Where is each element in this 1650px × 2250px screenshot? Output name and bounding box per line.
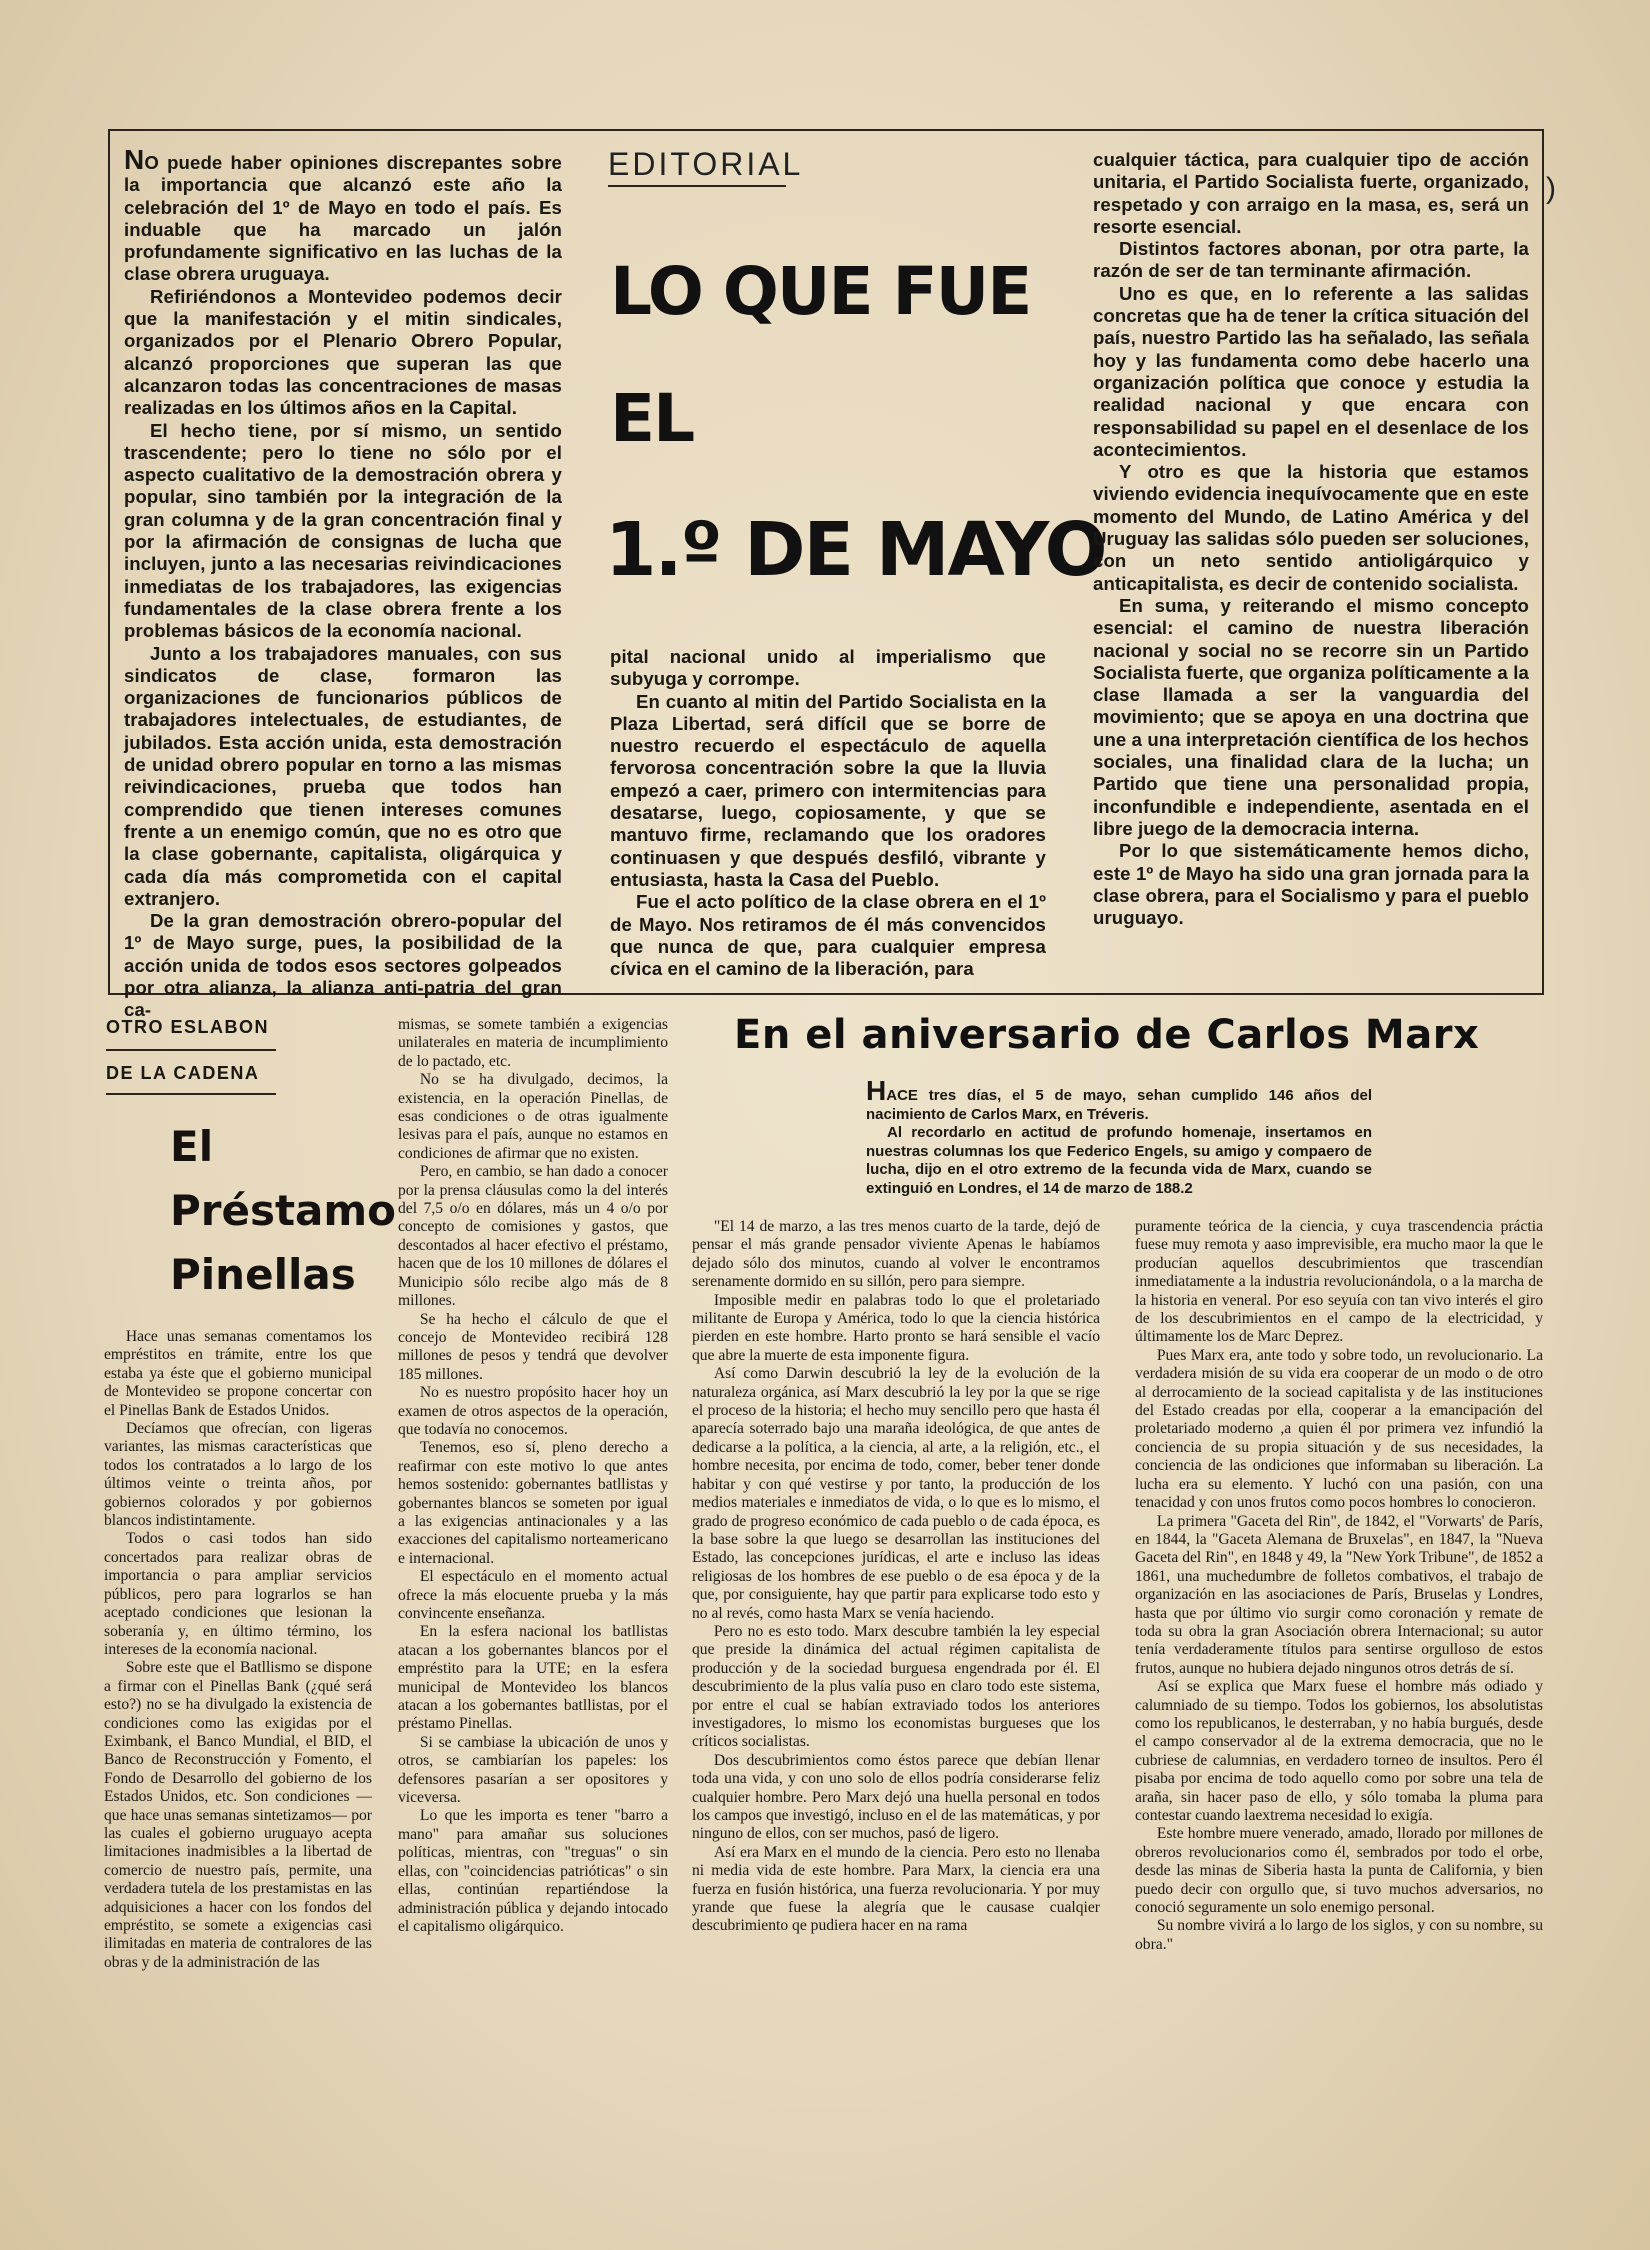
editorial-frame-left — [108, 129, 110, 995]
editorial-paragraph: NO puede haber opiniones discrepantes sobre la importancia que alcanzó este año la celebración del 1º de Mayo en todo el país. Es induable que ha marcado un jalón profundamente significativo en las luchas de la clase obrera uruguaya. — [124, 144, 562, 285]
marx-paragraph: Pues Marx era, ante todo y sobre todo, un revolucionario. La verdadera misión de su vida era cooperar de un modo o de otro al derrocamiento de la sociead capitalista y de las instituciones del Estado creadas por ella, cooperar a la emancipación del proletariado moderno ,a quien él por primera vez infundió la conciencia de su propia situación y de sus necesidades, la conciencia de las ondiciones que informaban su liberación. La lucha era su elemento. Y luchó con una pasión, con una tenacidad y con unos frutos como pocos hombres lo conocieron. — [1135, 1346, 1543, 1512]
marx-paragraph: Así se explica que Marx fuese el hombre más odiado y calumniado de su tiempo. Todos los gobiernos, los absolutistas como los republicanos, le desterraban, y no había burgués, desde el campo conservador al de la extrema democracia, que no le cubriese de calumnias, en verdadero torneo de insultos. Pero él pisaba por encima de todo aquello como por sobre una tela de araña, sin hacer paso de ello, y sólo tomaba la pluma para contestar cuando laextrema necesidad lo exigía. — [1135, 1678, 1543, 1824]
editorial-paragraph: Refiriéndonos a Montevideo podemos decir que la manifestación y el mitin sindicales, organizados por el Plenario Obrero Popular, alcanzó proporciones que superan las que alcanzaron todas las concentraciones de masas realizadas en los últimos años en la Capital. — [124, 285, 562, 419]
pinellas-paragraph: Si se cambiase la ubicación de unos y otros, se cambiarían los papeles: los defensores pasarían a ser opositores y viceversa. — [398, 1733, 668, 1807]
pinellas-paragraph: Tenemos, eso sí, pleno derecho a reafirmar con este motivo lo que antes hemos sostenido: gobernantes batllistas y gobernantes blancos se someten por igual a las exigencias antinacionales y a las exacciones del capitalismo norteamericano e internacional. — [398, 1439, 668, 1567]
editorial-paragraph: Distintos factores abonan, por otra parte, la razón de ser de tan terminante afirmación. — [1093, 238, 1529, 282]
pinellas-paragraph: En la esfera nacional los batllistas atacan a los gobernantes blancos por el empréstito para la UTE; en la esfera municipal de Montevideo los blancos atacan a los gobernantes batllistas, por el préstamo Pinellas. — [398, 1623, 668, 1733]
marx-paragraph: "El 14 de marzo, a las tres menos cuarto de la tarde, dejó de pensar el más grande pensador viviente Apenas le habíamos dejado sólo dos minutos, cuando al volver le encontramos serenamente dormido en su sillón, pero para siempre. — [692, 1218, 1100, 1291]
pinellas-paragraph: Hace unas semanas comentamos los empréstitos en trámite, entre los que estaba ya éste que el gobierno municipal de Montevideo se propone concertar con el Pinellas Bank de Estados Unidos. — [104, 1328, 372, 1419]
editorial-dropcap: N — [124, 144, 145, 175]
marx-paragraph: Así como Darwin descubrió la ley de la evolución de la naturaleza orgánica, así Marx descubrió la ley por la que se rige el proceso de la historia; el hecho muy sencillo pero que hasta él aparecía soterrado bajo una maraña ideológica, de que antes de dedicarse a la política, a la ciencia, al arte, a la religión, etc., el hombre necesita, por encima de todo, comer, beber tener donde habitar y con qué vestirse y por tanto, la producción de los medios materiales e inmediatos de vida, o lo que es lo mismo, el grado de progreso económico de cada pueblo o de cada época, es la base sobre la que luego se desarrollan las instituciones del Estado, las concepciones jurídicas, el arte e incluso las ideas religiosas de los hombres de ese pueblo o de esa época y de la que, por consiguiente, hay que partir para explicarse todo esto y no al revés, como hasta Marx se venía haciendo. — [692, 1365, 1100, 1622]
editorial-frame-top — [108, 129, 1544, 131]
editorial-paragraph: En suma, y reiterando el mismo concepto esencial: el camino de nuestra liberación nacional y social no se recorre sin un Partido Socialista fuerte, que organiza políticamente a la clase llamada a ser la vanguardia del movimiento; que se apoya en una doctrina que une a una interpretación científica de los hechos sociales, una finalidad clara de la lucha; un Partido que tiene una personalidad propia, inconfundible e independiente, asentada en el libre juego de la democracia interna. — [1093, 594, 1529, 839]
marx-paragraph: Pero no es esto todo. Marx descubre también la ley especial que preside la dinámica del actual régimen capitalista de producción y de la sociedad burguesa engendrada por él. El descubrimiento de la plus valía puso en claro todo este sistema, por entre el cual se habían extraviado todos los anteriores investigadores, lo mismo los economistas burgueses que los críticos socialistas. — [692, 1622, 1100, 1751]
marx-dropcap: H — [866, 1075, 887, 1106]
pinellas-paragraph: No se ha divulgado, decimos, la existencia, en la operación Pinellas, de esas condiciones o de otras igualmente lesivas para el país, aunque no estamos en condiciones de afirmar que no existen. — [398, 1071, 668, 1162]
kicker-underline — [106, 1093, 276, 1095]
editorial-frame-right — [1542, 129, 1544, 995]
pinellas-paragraph: Todos o casi todos han sido concertados para realizar obras de importancia o para ampliar servicios públicos, pero para lograrlos se han aceptado condiciones que lesionan la soberanía y, en último término, los intereses de la economía nacional. — [104, 1530, 372, 1658]
pinellas-paragraph: Lo que les importa es tener "barro a mano" para amañar sus soluciones políticas, mientras, con "treguas" o sin ellas, con "coincidencias patrióticas" o sin ellas, continúan repartiéndose la administración pública y dejando intocado el capitalismo oligárquico. — [398, 1807, 668, 1935]
kicker-de-la-cadena: DE LA CADENA — [106, 1063, 260, 1083]
editorial-paragraph: Por lo que sistemáticamente hemos dicho, este 1º de Mayo ha sido una gran jornada para la clase obrera, para el Socialismo y para el pueblo uruguayo. — [1093, 840, 1529, 929]
headline-line-1: LO QUE FUE — [610, 253, 1031, 330]
marx-intro-paragraph: HACE tres días, el 5 de mayo, sehan cumplido 146 años del nacimiento de Carlos Marx, en Tréveris. — [866, 1075, 1372, 1123]
marx-paragraph: La primera "Gaceta del Rin", de 1842, el "Vorwarts' de París, en 1844, la "Gaceta Alemana de Bruxelas", en 1847, la "Nueva Gaceta del Rin", en 1848 y 49, la "New York Tribune", de 1852 a 1861, una muchedumbre de folletos combativos, el trabajo de organización en las asociaciones de París, Bruselas y Londres, hasta que por último vio surgir como coronación y remate de toda su obra la gran Asociación obrera Internacional; su autor tenía verdaderamente títulos para sentirse orgulloso de estos frutos, aunque no hubiera dejado ningunos otros detrás de sí. — [1135, 1512, 1543, 1677]
pinellas-paragraph: Pero, en cambio, se han dado a conocer por la prensa cláusulas como la del interés del 7,5 o/o en dólares, más un 4 o/o por concepto de comisiones y gastos, que descontados al hacer efectivo el préstamo, hacen que de los 10 millones de dólares el Municipio sólo recibe algo más de 8 millones. — [398, 1163, 668, 1310]
marx-paragraph: Así era Marx en el mundo de la ciencia. Pero esto no llenaba ni media vida de este hombre. Para Marx, la ciencia era una fuerza en fusión histórica, una fuerza revolucionaria. Y por muy yrande que fuese la alegría que le causase cualqier descubrimiento qe pudiera hacer en na rama — [692, 1843, 1100, 1935]
editorial-paragraph: El hecho tiene, por sí mismo, un sentido trascendente; pero lo tiene no sólo por el aspecto cualitativo de la demostración obrera y popular, sino también por la integración de la gran columna y de la gran concentración final y por la afirmación de consignas de lucha que incluyen, junto a las necesarias reivindicaciones inmediatas de los trabajadores, las exigencias fundamentales de la clase obrera frente a los problemas básicos de la economía nacional. — [124, 419, 562, 642]
editorial-paragraph: Fue el acto político de la clase obrera en el 1º de Mayo. Nos retiramos de él más convencidos que nunca de que, para cualquier empresa cívica en el camino de la liberación, para — [610, 891, 1046, 980]
pinellas-title-line-1: El — [170, 1122, 214, 1171]
marx-intro — [866, 1075, 1372, 1198]
marx-intro-paragraph: Al recordarlo en actitud de profundo homenaje, insertamos en nuestras columnas los que Federico Engels, su amigo y compaero de lucha, dijo en el otro extremo de la fecunda vida de Marx, cuando se extinguió en Londres, el 14 de marzo de 188.2 — [866, 1124, 1372, 1197]
editorial-paragraph: En cuanto al mitin del Partido Socialista en la Plaza Libertad, será difícil que se borre de nuestro recuerdo el espectáculo de aquella fervorosa concentración sobre la que la lluvia empezó a caer, primero con intermitencias para desatarse, luego, copiosamente, y que se mantuvo firme, reclamando que los oradores continuasen y que después desfiló, vibrante y entusiasta, hasta la Casa del Pueblo. — [610, 690, 1046, 890]
marx-paragraph: puramente teórica de la ciencia, y cuya trascendencia práctia fuese muy remota y aaso imprevisible, era mucho maor la que le producían aquellos descubrimientos que trascendían inmediatamente a la industria revolucionándola, o a la marcha de la historia en veneral. Por eso seyuía con tan vivo interés el giro de los descubrimientos en el campo de la electricidad, y últimamente los de Marc Deprez. — [1135, 1218, 1543, 1346]
editorial-column-3 — [1093, 149, 1529, 929]
marx-column-1 — [692, 1218, 1100, 1936]
editorial-column-2 — [610, 646, 1046, 980]
headline-line-2: EL — [610, 380, 694, 457]
editorial-paragraph: Junto a los trabajadores manuales, con sus sindicatos de clase, formaron las organizaciones de funcionarios públicos de trabajadores intelectuales, de estudiantes, de jubilados. Esta acción unida, esta demostración de unidad obrero popular en torno a las mismas reivindicaciones, prueba que todos han comprendido que tienen intereses comunes frente a un enemigo común, que no es otro que la clase gobernante, capitalista, oligárquica y cada día más comprometida con el capital extranjero. — [124, 642, 562, 909]
pinellas-paragraph: No es nuestro propósito hacer hoy un examen de otros aspectos de la operación, que todavía no conocemos. — [398, 1384, 668, 1438]
marx-paragraph: Dos descubrimientos como éstos parece que debían llenar toda una vida, y con uno solo de ellos podría considerarse feliz cualquier hombre. Pero Marx dejó una huella personal en todos los campos que investigó, incluso en el de las matemáticas, y por ninguno de ellos, con ser muchos, pasó de ligero. — [692, 1751, 1100, 1843]
editorial-label-underline — [608, 185, 786, 187]
kicker-otro-eslabon: OTRO ESLABON — [106, 1017, 270, 1037]
pinellas-column-2 — [398, 1016, 668, 1936]
pinellas-title-line-2: Préstamo — [170, 1186, 397, 1235]
pinellas-paragraph: Sobre este que el Batllismo se dispone a firmar con el Pinellas Bank (¿qué será esto?) no se ha divulgado la existencia de condiciones como las exigidas por el Eximbank, el Banco Mundial, el BID, el Banco de Reconstrucción y Fomento, el Fondo de Desarrollo del gobierno de los Estados Unidos, etc. Son condiciones —que hace unas semanas sintetizamos— por las cuales el gobierno uruguayo acepta limitaciones inadmisibles a la libertad de comercio de nuestro país, permite, una verdadera tutela de los prestamistas en las adquisiciones a hacer con los fondos del empréstito, se somete a exigencias casi ilimitadas en materia de contralores de las obras y de la administración de las — [104, 1659, 372, 1971]
editorial-paragraph: Uno es que, en lo referente a las salidas concretas que ha de tener la crítica situación del país, nuestro Partido las ha señalado, las señala hoy y las fundamenta como debe hacerlo una organización política que conoce y estudia la realidad nacional y que encara con responsabilidad su papel en el desenlace de los acontecimientos. — [1093, 282, 1529, 460]
editorial-paragraph: De la gran demostración obrero-popular del 1º de Mayo surge, pues, la posibilidad de la acción unida de todos esos sectores golpeados por otra alianza, la alianza anti-patria del gran ca- — [124, 910, 562, 1021]
editorial-column-1 — [124, 144, 562, 1022]
pinellas-column-1 — [104, 1328, 372, 1972]
pinellas-paragraph: El espectáculo en el momento actual ofrece la más elocuente prueba y la más convincente enseñanza. — [398, 1568, 668, 1622]
marx-column-2 — [1135, 1218, 1543, 1954]
pinellas-paragraph: Decíamos que ofrecían, con ligeras variantes, las mismas características que todos los contratados a lo largo de los últimos veinte o treinta años, por gobiernos colorados y por gobiernos blancos indistintamente. — [104, 1420, 372, 1530]
marx-paragraph: Su nombre vivirá a lo largo de los siglos, y con su nombre, su obra." — [1135, 1917, 1543, 1953]
marx-paragraph: Imposible medir en palabras todo lo que el proletariado militante de Europa y América, todo lo que la ciencia histórica pierden en este hombre. Harto pronto se hará sensible el vacío que abre la muerte de esta imponente figura. — [692, 1291, 1100, 1364]
handwritten-bracket-mark: ) — [1546, 172, 1556, 205]
pinellas-title-line-3: Pinellas — [170, 1250, 356, 1299]
editorial-paragraph: pital nacional unido al imperialismo que subyuga y corrompe. — [610, 646, 1046, 690]
editorial-label: EDITORIAL — [608, 146, 804, 182]
kicker-divider — [106, 1049, 276, 1051]
editorial-paragraph: Y otro es que la historia que estamos viviendo evidencia inequívocamente que en este momento del Mundo, de Latino América y del Uruguay las salidas sólo pueden ser soluciones, con un neto sentido antioligárquico y anticapitalista, es decir de contenido socialista. — [1093, 461, 1529, 594]
marx-paragraph: Este hombre muere venerado, amado, llorado por millones de obreros revolucionarios como él, sembrados por todo el orbe, desde las minas de Siberia hasta la punta de California, y bien puedo decir con orgullo que, si tuvo muchos adversarios, no conoció seguramente un solo enemigo personal. — [1135, 1825, 1543, 1917]
pinellas-paragraph: Se ha hecho el cálculo de que el concejo de Montevideo recibirá 128 millones de pesos y tendrá que devolver 185 millones. — [398, 1310, 668, 1383]
marx-title: En el aniversario de Carlos Marx — [734, 1012, 1480, 1058]
editorial-paragraph: cualquier táctica, para cualquier tipo de acción unitaria, el Partido Socialista fuerte, organizado, respetado y con arraigo en la masa, es, será un resorte esencial. — [1093, 149, 1529, 237]
headline-line-3: 1.º DE MAYO — [605, 507, 1106, 593]
pinellas-paragraph: mismas, se somete también a exigencias unilaterales en materia de incumplimiento de lo pactado, etc. — [398, 1016, 668, 1070]
